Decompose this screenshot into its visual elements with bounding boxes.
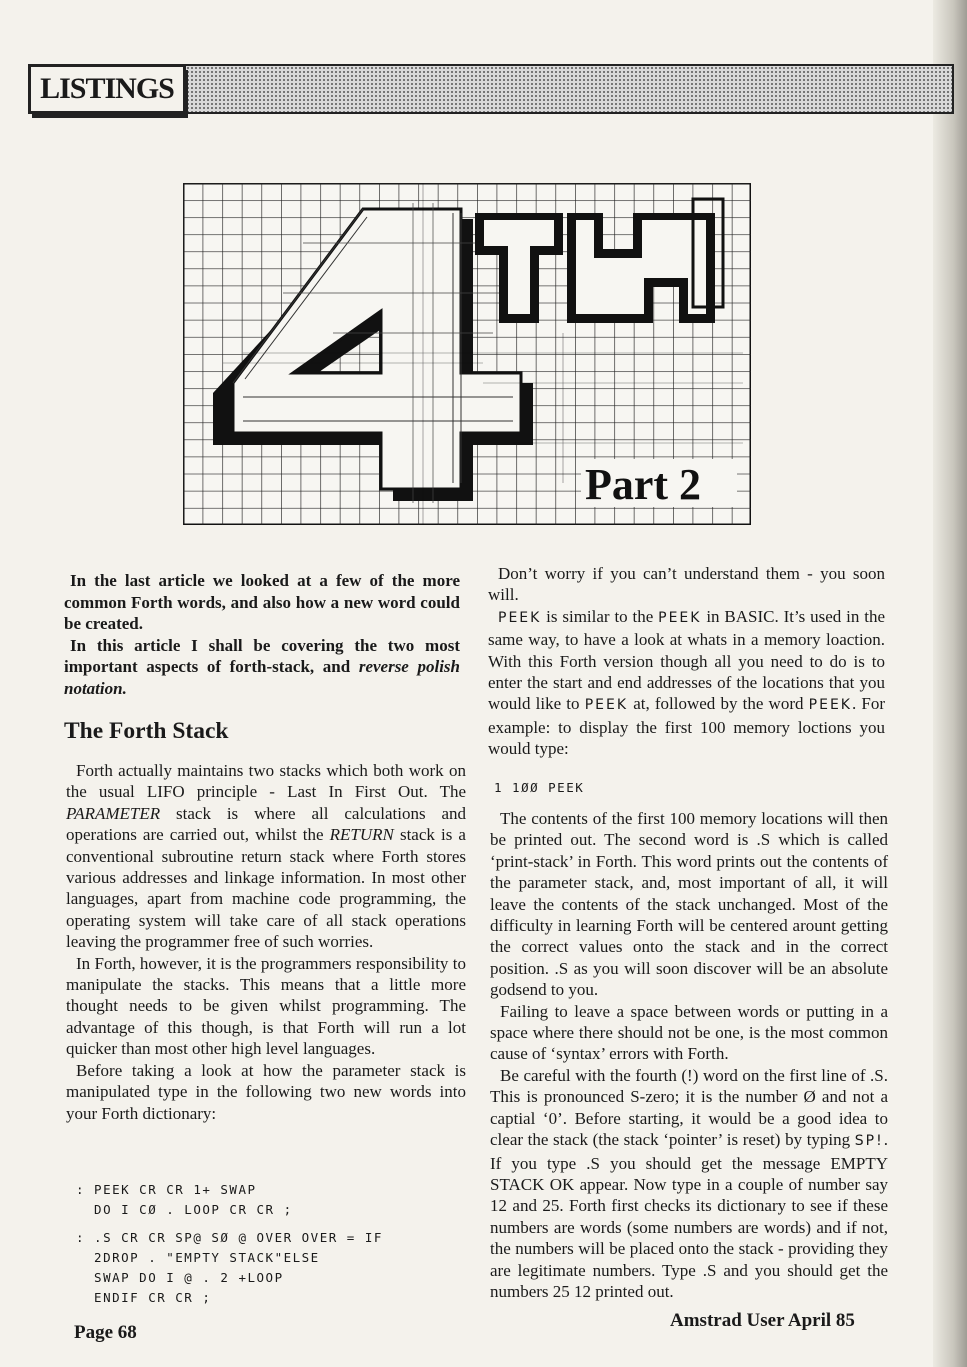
section-title: The Forth Stack	[64, 718, 229, 744]
section-header	[28, 62, 954, 122]
body-paragraph: In Forth, however, it is the programmers responsibility to manipulate the stacks. This means that a little more thought needs to be given whilst programming. The advantage of this though, is that Forth will run a lot quicker than most other high level languages.	[66, 953, 466, 1059]
body-paragraph: PEEK is similar to the PEEK in BASIC. It’s used in the same way, to have a look at whats in a memory loaction. With this Forth version though all you need to do is to enter the start and end addresses of the locations that you would like to PEEK at, followed by the word PEEK. For example: to display the first 100 memory loctions you would type:	[488, 606, 886, 759]
left-column-body	[66, 760, 466, 1124]
title-logo	[183, 183, 751, 525]
body-paragraph: Forth actually maintains two stacks which both work on the usual LIFO principle - Last In First Out. The PARAMETER stack is where all calculations and operations are carried out, whilst the RETURN stack is a conventional subroutine return stack where Forth stores various addresses and linkage information. In most other languages, apart from machine code programming, the operating system will take care of all stack operations leaving the programmer free of such worries.	[66, 761, 466, 952]
header-dotted-bar	[178, 64, 954, 114]
intro-text	[64, 570, 460, 699]
code-example-peek: 1 1ØØ PEEK	[494, 780, 585, 795]
body-paragraph: Failing to leave a space between words or putting in a space where there should not be one, is the most common cause of ‘syntax’ errors with Forth.	[490, 1001, 888, 1064]
intro-paragraph: In the last article we looked at a few of the more common Forth words, and also how a new word could be created.	[64, 571, 460, 633]
code-listing-print-stack: : .S CR CR SP@ SØ @ OVER OVER = IF 2DROP . "EMPTY STACK"ELSE SWAP DO I @ . 2 +LOOP ENDIF CR CR ;	[76, 1230, 383, 1305]
code-listing-peek: : PEEK CR CR 1+ SWAP DO I CØ . LOOP CR CR ;	[76, 1182, 293, 1217]
body-paragraph: The contents of the first 100 memory locations will then be printed out. The second word is .S which is called ‘print-stack’ in Forth. This word prints out the contents of the parameter stack, and, most important of all, it will leave the contents of the stack unchanged. Most of the difficulty in learning Forth will be centered arount getting the correct values onto the stack and in the correct position. .S as you will soon discover will be an absolute godsend to you.	[490, 809, 888, 1000]
page-number: Page 68	[74, 1322, 137, 1343]
th-letters	[475, 199, 723, 323]
body-paragraph: Before taking a look at how the parameter stack is manipulated type in the following two new words into your Forth dictionary:	[66, 1060, 466, 1123]
right-column-body-1	[488, 563, 885, 760]
body-paragraph: Don’t worry if you can’t understand them - you soon will.	[488, 564, 885, 605]
part-label: Part 2	[585, 460, 702, 509]
right-column-body-2	[490, 808, 888, 1302]
magazine-issue: Amstrad User April 85	[670, 1310, 855, 1331]
page-edge-shadow	[933, 0, 967, 1367]
listings-label: LISTINGS	[28, 64, 186, 114]
body-paragraph: Be careful with the fourth (!) word on the first line of .S. This is pronounced S-zero; it is the number Ø and not a captial ‘0’. Before starting, it would be a good idea to clear the stack (the stack ‘pointer’ is reset) by typing SP!. If you type .S you should get the message EMPTY STACK OK appear. Now type in a couple of number say 12 and 25. Forth first checks its dictionary to see if these numbers are words (some numbers are words) and if not, the numbers will be placed onto the stack - providing they are legitimate numbers. Type .S and you should get the numbers 25 12 printed out.	[490, 1065, 888, 1301]
intro-paragraph: In this article I shall be covering the two most important aspects of forth-stack, and reverse polish notation.	[64, 635, 461, 698]
